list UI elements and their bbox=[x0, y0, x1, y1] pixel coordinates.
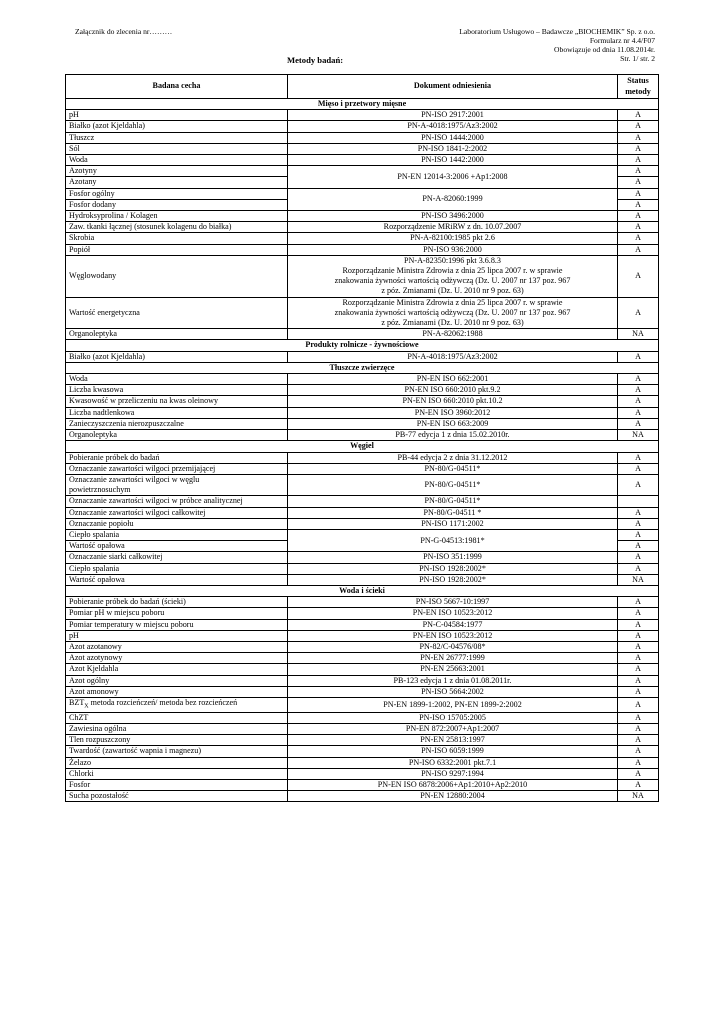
feature-cell: Azotyny bbox=[66, 166, 288, 177]
status-cell: A bbox=[618, 780, 659, 791]
feature-cell: Pomiar temperatury w miejscu poboru bbox=[66, 619, 288, 630]
status-cell: A bbox=[618, 155, 659, 166]
status-cell: A bbox=[618, 222, 659, 233]
table-row bbox=[66, 329, 659, 340]
document-cell: PN-EN 12014-3:2006 +Ap1:2008 bbox=[288, 166, 618, 188]
status-cell: A bbox=[618, 244, 659, 255]
status-cell: A bbox=[618, 418, 659, 429]
status-cell: A bbox=[618, 199, 659, 210]
table-row bbox=[66, 697, 659, 712]
status-cell: A bbox=[618, 664, 659, 675]
feature-cell: Tłuszcz bbox=[66, 132, 288, 143]
document-cell: PN-A-4018:1975/Az3:2002 bbox=[288, 351, 618, 362]
table-header-row bbox=[66, 75, 659, 99]
status-header-line2: metody bbox=[625, 86, 651, 96]
status-cell: A bbox=[618, 407, 659, 418]
table-row bbox=[66, 244, 659, 255]
document-cell: PN-ISO 1841-2:2002 bbox=[288, 143, 618, 154]
table-row bbox=[66, 675, 659, 686]
document-cell: PN-EN 26777:1999 bbox=[288, 653, 618, 664]
table-row bbox=[66, 653, 659, 664]
feature-cell: Węglowodany bbox=[66, 255, 288, 297]
feature-cell: ChZT bbox=[66, 712, 288, 723]
document-cell bbox=[288, 255, 618, 297]
table-row bbox=[66, 768, 659, 779]
feature-cell: Twardość (zawartość wapnia i magnezu) bbox=[66, 746, 288, 757]
document-cell: PN-EN ISO 663:2009 bbox=[288, 418, 618, 429]
section-title: Woda i ścieki bbox=[66, 585, 659, 596]
document-cell: PB-44 edycja 2 z dnia 31.12.2012 bbox=[288, 452, 618, 463]
document-cell: PN-80/G-04511* bbox=[288, 463, 618, 474]
status-cell: A bbox=[618, 474, 659, 495]
document-cell: PN-80/G-04511* bbox=[288, 474, 618, 495]
table-row bbox=[66, 430, 659, 441]
feature-cell: Fosfor ogólny bbox=[66, 188, 288, 199]
table-row bbox=[66, 351, 659, 362]
table-row bbox=[66, 597, 659, 608]
status-cell: NA bbox=[618, 574, 659, 585]
section-header-row bbox=[66, 340, 659, 351]
document-cell: PN-EN ISO 660:2010 pkt.9.2 bbox=[288, 385, 618, 396]
table-row bbox=[66, 664, 659, 675]
table-row bbox=[66, 374, 659, 385]
status-cell: A bbox=[618, 723, 659, 734]
status-cell: A bbox=[618, 463, 659, 474]
feature-cell: Oznaczanie popiołu bbox=[66, 518, 288, 529]
document-cell: PN-ISO 6059:1999 bbox=[288, 746, 618, 757]
table-row bbox=[66, 385, 659, 396]
form-number: Formularz nr 4.4/F07 bbox=[589, 36, 655, 45]
table-row bbox=[66, 222, 659, 233]
header-left-text: Załącznik do zlecenia nr……… bbox=[75, 27, 173, 36]
table-row bbox=[66, 529, 659, 540]
document-line: Rozporządzanie Ministra Zdrowia z dnia 25 lipca 2007 r. w sprawie bbox=[342, 297, 563, 307]
status-cell: A bbox=[618, 563, 659, 574]
table-row bbox=[66, 574, 659, 585]
table-row bbox=[66, 641, 659, 652]
table-row bbox=[66, 233, 659, 244]
status-cell: A bbox=[618, 177, 659, 188]
document-cell: PN-EN ISO 10523:2012 bbox=[288, 630, 618, 641]
feature-cell bbox=[66, 697, 288, 712]
feature-main: BZT bbox=[69, 697, 85, 707]
feature-cell: Azotany bbox=[66, 177, 288, 188]
document-line: znakowania żywności wartością odżywczą (Dz. U. 2007 nr 137 poz. 967 bbox=[334, 276, 571, 286]
status-cell: A bbox=[618, 452, 659, 463]
methods-table-body bbox=[66, 99, 659, 802]
table-row bbox=[66, 132, 659, 143]
status-cell: A bbox=[618, 211, 659, 222]
document-line: Rozporządzanie Ministra Zdrowia z dnia 25 lipca 2007 r. w sprawie bbox=[342, 266, 563, 276]
status-column-header bbox=[618, 75, 659, 99]
status-cell: A bbox=[618, 166, 659, 177]
document-cell: PN-A-82060:1999 bbox=[288, 188, 618, 210]
status-cell: A bbox=[618, 641, 659, 652]
feature-cell: Oznaczanie siarki całkowitej bbox=[66, 552, 288, 563]
status-cell: A bbox=[618, 735, 659, 746]
document-cell: PN-ISO 5667-10:1997 bbox=[288, 597, 618, 608]
section-title: Węgiel bbox=[66, 441, 659, 452]
status-cell: A bbox=[618, 143, 659, 154]
feature-cell: Organoleptyka bbox=[66, 430, 288, 441]
table-row bbox=[66, 143, 659, 154]
table-row bbox=[66, 255, 659, 297]
page-title: Metody badań: bbox=[287, 55, 344, 65]
status-cell: A bbox=[618, 712, 659, 723]
document-line: PN-A-82350:1996 pkt 3.6.8.3 bbox=[404, 255, 501, 265]
feature-cell: Pomiar pH w miejscu poboru bbox=[66, 608, 288, 619]
feature-cell: Liczba nadtlenkowa bbox=[66, 407, 288, 418]
table-row bbox=[66, 686, 659, 697]
feature-cell: Żelazo bbox=[66, 757, 288, 768]
feature-cell: Oznaczanie zawartości wilgoci w próbce analitycznej bbox=[66, 496, 288, 507]
table-row bbox=[66, 746, 659, 757]
section-header-row bbox=[66, 441, 659, 452]
document-line: z póz. Zmianami (Dz. U. 2010 nr 9 poz. 63) bbox=[381, 286, 524, 296]
document-cell: PB-123 edycja 1 z dnia 01.08.2011r. bbox=[288, 675, 618, 686]
document-cell: PN-C-04584:1977 bbox=[288, 619, 618, 630]
status-cell: A bbox=[618, 297, 659, 329]
status-cell: A bbox=[618, 396, 659, 407]
feature-cell: Ciepło spalania bbox=[66, 529, 288, 540]
document-cell: PN-ISO 1928:2002* bbox=[288, 563, 618, 574]
document-cell: PN-ISO 6332:2001 pkt.7.1 bbox=[288, 757, 618, 768]
table-row bbox=[66, 630, 659, 641]
feature-column-header: Badana cecha bbox=[66, 75, 288, 99]
document-cell: PN-EN ISO 660:2010 pkt.10.2 bbox=[288, 396, 618, 407]
table-row bbox=[66, 735, 659, 746]
feature-cell: Zanieczyszczenia nierozpuszczalne bbox=[66, 418, 288, 429]
status-cell: A bbox=[618, 518, 659, 529]
status-cell: A bbox=[618, 746, 659, 757]
status-cell: A bbox=[618, 768, 659, 779]
document-cell: PN-ISO 1928:2002* bbox=[288, 574, 618, 585]
status-cell: A bbox=[618, 608, 659, 619]
status-cell: A bbox=[618, 121, 659, 132]
feature-cell: Azot ogólny bbox=[66, 675, 288, 686]
document-column-header: Dokument odniesienia bbox=[288, 75, 618, 99]
document-cell: PN-ISO 1171:2002 bbox=[288, 518, 618, 529]
feature-cell: Zawiesina ogólna bbox=[66, 723, 288, 734]
document-cell: PN-EN ISO 10523:2012 bbox=[288, 608, 618, 619]
table-row bbox=[66, 166, 659, 177]
document-cell: PN-EN ISO 3960:2012 bbox=[288, 407, 618, 418]
table-row bbox=[66, 496, 659, 507]
status-cell: A bbox=[618, 529, 659, 540]
feature-cell: Wartość opałowa bbox=[66, 541, 288, 552]
valid-from: Obowiązuje od dnia 11.08.2014r. bbox=[554, 45, 655, 54]
document-cell: PN-EN 1899-1:2002, PN-EN 1899-2:2002 bbox=[288, 697, 618, 712]
status-cell: A bbox=[618, 255, 659, 297]
status-cell: A bbox=[618, 233, 659, 244]
table-row bbox=[66, 712, 659, 723]
feature-cell: Fosfor dodany bbox=[66, 199, 288, 210]
feature-subscript: X bbox=[84, 703, 89, 710]
table-row bbox=[66, 791, 659, 802]
feature-cell: Kwasowość w przeliczeniu na kwas oleinowy bbox=[66, 396, 288, 407]
status-cell: NA bbox=[618, 329, 659, 340]
status-cell: A bbox=[618, 686, 659, 697]
feature-cell: Zaw. tkanki łącznej (stosunek kolagenu do białka) bbox=[66, 222, 288, 233]
feature-cell: pH bbox=[66, 630, 288, 641]
document-cell: PN-EN 12880:2004 bbox=[288, 791, 618, 802]
feature-cell: pH bbox=[66, 110, 288, 121]
table-row bbox=[66, 757, 659, 768]
section-header-row bbox=[66, 585, 659, 596]
status-cell: A bbox=[618, 675, 659, 686]
section-title: Tłuszcze zwierzęce bbox=[66, 362, 659, 373]
table-row bbox=[66, 619, 659, 630]
status-cell: A bbox=[618, 757, 659, 768]
feature-cell: Liczba kwasowa bbox=[66, 385, 288, 396]
document-cell: PN-ISO 936:2000 bbox=[288, 244, 618, 255]
status-cell: A bbox=[618, 351, 659, 362]
feature-cell: Hydroksyprolina / Kolagen bbox=[66, 211, 288, 222]
feature-cell: Woda bbox=[66, 374, 288, 385]
table-row bbox=[66, 297, 659, 329]
document-cell: PN-A-4018:1975/Az3:2002 bbox=[288, 121, 618, 132]
table-row bbox=[66, 418, 659, 429]
feature-line: Oznaczanie zawartości wilgoci w węglu bbox=[69, 474, 200, 484]
document-cell: PN-ISO 2917:2001 bbox=[288, 110, 618, 121]
feature-cell: Fosfor bbox=[66, 780, 288, 791]
document-cell: PN-ISO 15705:2005 bbox=[288, 712, 618, 723]
feature-cell: Woda bbox=[66, 155, 288, 166]
table-row bbox=[66, 723, 659, 734]
status-cell: A bbox=[618, 619, 659, 630]
table-row bbox=[66, 407, 659, 418]
document-cell: PN-ISO 3496:2000 bbox=[288, 211, 618, 222]
section-title: Mięso i przetwory mięsne bbox=[66, 99, 659, 110]
document-cell bbox=[288, 297, 618, 329]
page-number: Str. 1/ str. 2 bbox=[620, 54, 655, 63]
feature-cell: Oznaczanie zawartości wilgoci przemijającej bbox=[66, 463, 288, 474]
status-cell: NA bbox=[618, 430, 659, 441]
document-cell: PN-ISO 351:1999 bbox=[288, 552, 618, 563]
feature-cell bbox=[66, 474, 288, 495]
table-row bbox=[66, 396, 659, 407]
document-cell: PN-80/G-04511 * bbox=[288, 507, 618, 518]
status-cell: A bbox=[618, 507, 659, 518]
feature-cell: Wartość energetyczna bbox=[66, 297, 288, 329]
feature-cell: Białko (azot Kjeldahla) bbox=[66, 121, 288, 132]
document-cell: PN-EN 25813:1997 bbox=[288, 735, 618, 746]
status-cell: A bbox=[618, 374, 659, 385]
status-cell: NA bbox=[618, 791, 659, 802]
document-cell: PN-A-82100:1985 pkt 2.6 bbox=[288, 233, 618, 244]
feature-cell: Chlorki bbox=[66, 768, 288, 779]
document-cell: PN-82/C-04576/08* bbox=[288, 641, 618, 652]
document-cell: PN-G-04513:1981* bbox=[288, 529, 618, 551]
status-cell: A bbox=[618, 697, 659, 712]
table-row bbox=[66, 518, 659, 529]
document-cell: Rozporządzenie MRiRW z dn. 10.07.2007 bbox=[288, 222, 618, 233]
feature-cell: Sucha pozostałość bbox=[66, 791, 288, 802]
section-header-row bbox=[66, 99, 659, 110]
document-cell: PN-80/G-04511* bbox=[288, 496, 618, 507]
section-header-row bbox=[66, 362, 659, 373]
status-cell: A bbox=[618, 541, 659, 552]
status-cell bbox=[618, 496, 659, 507]
feature-cell: Białko (azot Kjeldahla) bbox=[66, 351, 288, 362]
feature-rest: metoda rozcieńczeń/ metoda bez rozcieńczeń bbox=[88, 697, 238, 707]
feature-cell: Organoleptyka bbox=[66, 329, 288, 340]
lab-name: Laboratorium Usługowo – Badawcze „BIOCHEMIK” Sp. z o.o. bbox=[459, 27, 655, 36]
status-header-line1: Status bbox=[627, 76, 649, 86]
status-cell: A bbox=[618, 552, 659, 563]
header-right-block bbox=[459, 27, 655, 63]
document-cell: PN-EN ISO 6878:2006+Ap1:2010+Ap2:2010 bbox=[288, 780, 618, 791]
feature-cell: Tlen rozpuszczony bbox=[66, 735, 288, 746]
methods-table bbox=[65, 74, 659, 802]
feature-cell: Azot Kjeldahla bbox=[66, 664, 288, 675]
feature-cell: Pobieranie próbek do badań bbox=[66, 452, 288, 463]
document-cell: PN-ISO 1442:2000 bbox=[288, 155, 618, 166]
status-cell: A bbox=[618, 110, 659, 121]
document-cell: PN-EN 25663:2001 bbox=[288, 664, 618, 675]
feature-cell: Popiół bbox=[66, 244, 288, 255]
status-cell: A bbox=[618, 597, 659, 608]
document-cell: PN-EN ISO 662:2001 bbox=[288, 374, 618, 385]
section-title: Produkty rolnicze - żywnościowe bbox=[66, 340, 659, 351]
feature-cell: Azot azotynowy bbox=[66, 653, 288, 664]
feature-cell: Ciepło spalania bbox=[66, 563, 288, 574]
document-line: znakowania żywności wartością odżywczą (Dz. U. 2007 nr 137 poz. 967 bbox=[334, 307, 571, 317]
table-row bbox=[66, 452, 659, 463]
feature-cell: Pobieranie próbek do badań (ścieki) bbox=[66, 597, 288, 608]
status-cell: A bbox=[618, 630, 659, 641]
table-row bbox=[66, 155, 659, 166]
status-cell: A bbox=[618, 188, 659, 199]
table-row bbox=[66, 474, 659, 495]
status-cell: A bbox=[618, 653, 659, 664]
status-cell: A bbox=[618, 385, 659, 396]
document-cell: PN-ISO 5664:2002 bbox=[288, 686, 618, 697]
document-cell: PN-EN 872:2007+Ap1:2007 bbox=[288, 723, 618, 734]
table-row bbox=[66, 552, 659, 563]
feature-cell: Oznaczanie zawartości wilgoci całkowitej bbox=[66, 507, 288, 518]
feature-cell: Azot amonowy bbox=[66, 686, 288, 697]
table-row bbox=[66, 608, 659, 619]
table-row bbox=[66, 463, 659, 474]
document-cell: PN-A-82062:1988 bbox=[288, 329, 618, 340]
table-row bbox=[66, 110, 659, 121]
table-row bbox=[66, 563, 659, 574]
table-row bbox=[66, 780, 659, 791]
table-row bbox=[66, 121, 659, 132]
table-row bbox=[66, 188, 659, 199]
feature-cell: Azot azotanowy bbox=[66, 641, 288, 652]
document-cell: PN-ISO 1444:2000 bbox=[288, 132, 618, 143]
status-cell: A bbox=[618, 132, 659, 143]
feature-cell: Sól bbox=[66, 143, 288, 154]
document-cell: PB-77 edycja 1 z dnia 15.02.2010r. bbox=[288, 430, 618, 441]
feature-cell: Wartość opałowa bbox=[66, 574, 288, 585]
feature-cell: Skrobia bbox=[66, 233, 288, 244]
table-row bbox=[66, 211, 659, 222]
table-row bbox=[66, 507, 659, 518]
document-cell: PN-ISO 9297:1994 bbox=[288, 768, 618, 779]
feature-line: powietrznosuchym bbox=[69, 485, 131, 495]
document-line: z póz. Zmianami (Dz. U. 2010 nr 9 poz. 63) bbox=[381, 318, 524, 328]
